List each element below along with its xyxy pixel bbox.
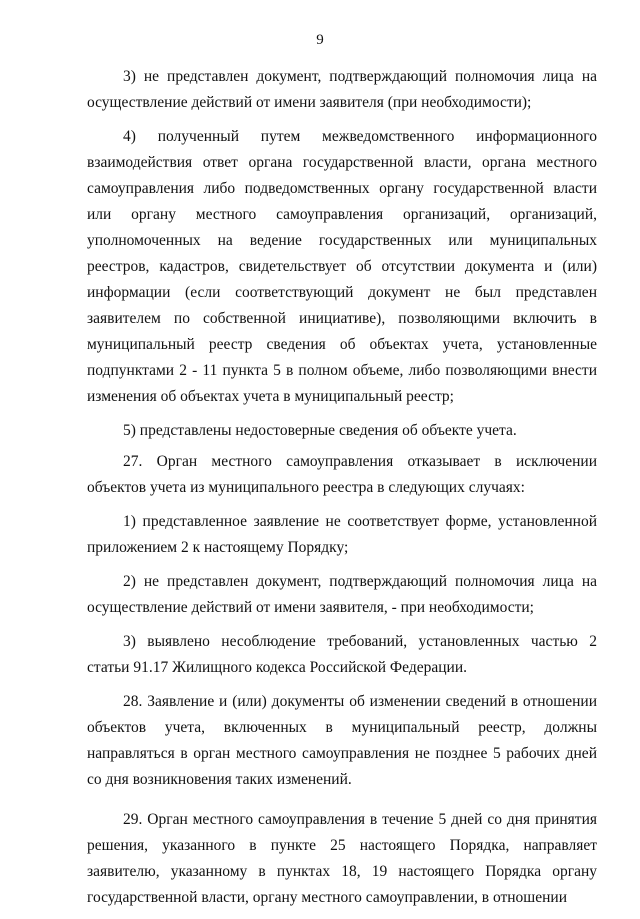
paragraph-clause-27: 27. Орган местного самоуправления отказывает в исключении объектов учета из муниципального реестра в следующих случаях:	[87, 453, 597, 496]
paragraph-clause-27-item-2: 2) не представлен документ, подтверждающий полномочия лица на осуществление действий от имени заявителя, - при необходимости;	[87, 573, 597, 616]
paragraph-clause-27-item-1: 1) представленное заявление не соответствует форме, установленной приложением 2 к настоящему Порядку;	[87, 513, 597, 556]
paragraph-clause-28: 28. Заявление и (или) документы об изменении сведений в отношении объектов учета, включенных в муниципальный реестр, должны направляться в орган местного самоуправления не позднее 5 рабочих дней со дня возникновения таких изменений.	[87, 693, 597, 788]
paragraph-item-3-power-of-attorney: 3) не представлен документ, подтверждающий полномочия лица на осуществление действий от имени заявителя (при необходимости);	[87, 68, 597, 111]
paragraph-item-5-false-information: 5) представлены недостоверные сведения об объекте учета.	[123, 422, 517, 439]
paragraph-clause-29: 29. Орган местного самоуправления в течение 5 дней со дня принятия решения, указанного в пункте 25 настоящего Порядка, направляет заявителю, указанному в пунктах 18, 19 настоящего Порядка органу государственной власти, органу местного самоуправлении, в отношении	[87, 811, 597, 906]
document-body	[87, 64, 597, 919]
paragraph-item-4-interagency-response: 4) полученный путем межведомственного информационного взаимодействия ответ органа государственной власти, органа местного самоуправления либо подведомственных органу государственной власти или органу местного самоуправления организаций, организаций, уполномоченных на ведение государственных или муниципальных реестров, кадастров, свидетельствует об отсутствии документа и (или) информации (если соответствующий документ не был представлен заявителем по собственной инициативе), позволяющими включить в муниципальный реестр сведения об объектах учета, установленные подпунктами 2 - 11 пункта 5 в полном объеме, либо позволяющими внести изменения об объектах учета в муниципальный реестр;	[87, 128, 597, 405]
paragraph-clause-27-item-3: 3) выявлено несоблюдение требований, установленных частью 2 статьи 91.17 Жилищного кодекса Российской Федерации.	[87, 633, 597, 676]
page-number: 9	[316, 32, 324, 48]
